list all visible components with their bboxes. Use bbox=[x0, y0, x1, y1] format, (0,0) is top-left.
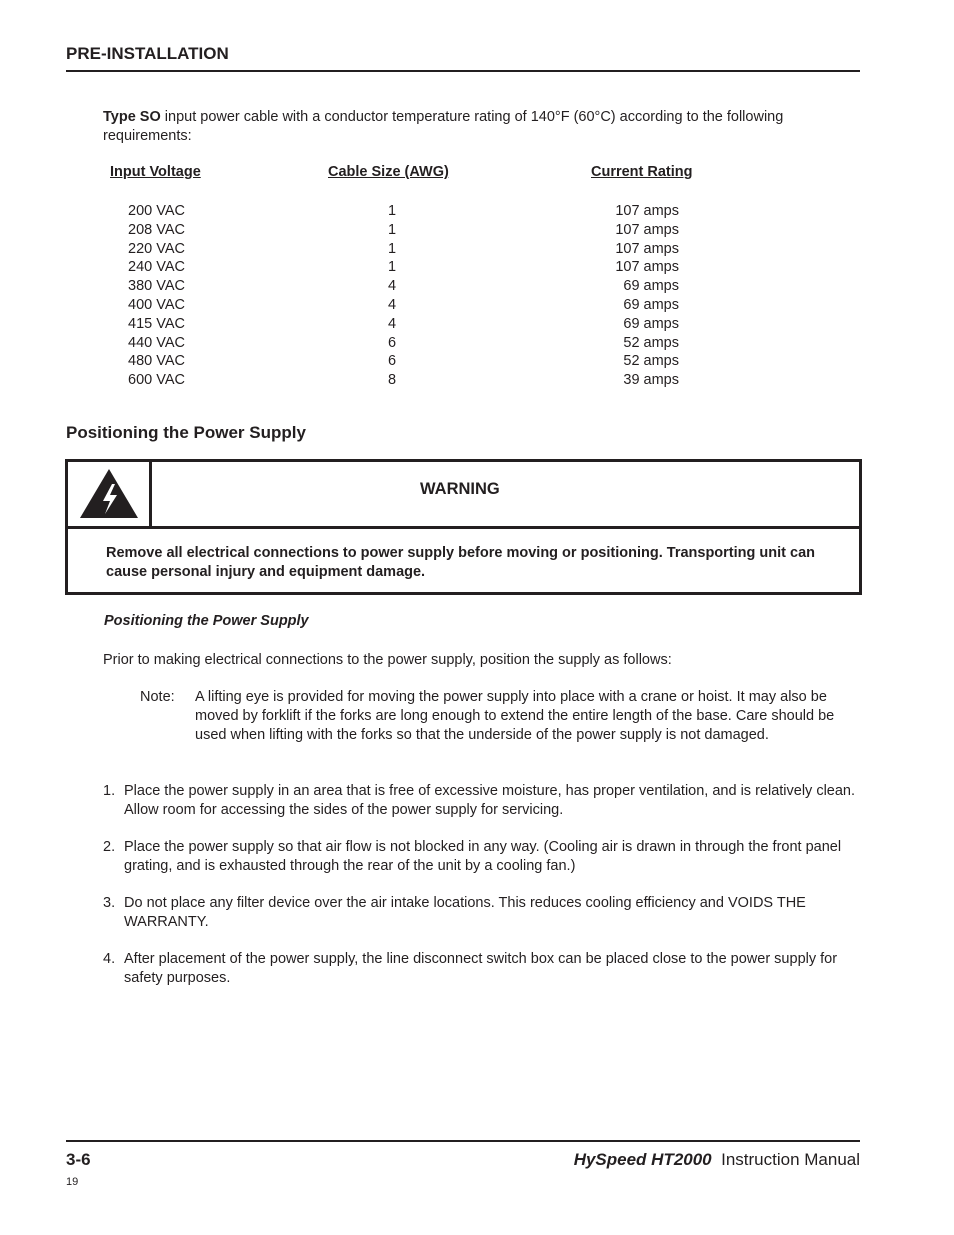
table-cell: 52 amps bbox=[623, 353, 679, 370]
table-cell: 69 amps bbox=[623, 296, 679, 313]
step-number: 1. bbox=[103, 783, 116, 799]
table-cell: 208 VAC bbox=[128, 221, 185, 238]
subsection-title: Positioning the Power Supply bbox=[104, 613, 309, 629]
section-title: Positioning the Power Supply bbox=[66, 423, 306, 442]
step-number: 2. bbox=[103, 839, 116, 855]
intro-instruction: Prior to making electrical connections to the power supply, position the supply as follows: bbox=[103, 652, 672, 668]
table-cell: 6 bbox=[387, 353, 397, 370]
table-cell: 440 VAC bbox=[128, 334, 185, 351]
intro-text: input power cable with a conductor temperature rating of 140°F (60°C) according to the following requirements: bbox=[103, 109, 784, 144]
table-cell: 600 VAC bbox=[128, 372, 185, 389]
table-cell: 480 VAC bbox=[128, 353, 185, 370]
table-cell: 220 VAC bbox=[128, 240, 185, 257]
table-col-cable-size bbox=[380, 202, 404, 390]
page-number: 3-6 bbox=[66, 1150, 91, 1169]
warning-divider bbox=[68, 526, 859, 529]
step-text: Do not place any filter device over the air intake locations. This reduces cooling efficiency and VOIDS THE WARRANTY. bbox=[124, 895, 806, 930]
warning-icon-cell bbox=[68, 462, 152, 526]
table-header-cable-size: Cable Size (AWG) bbox=[328, 164, 449, 180]
page-index: 19 bbox=[66, 1176, 79, 1188]
table-cell: 240 VAC bbox=[128, 259, 185, 276]
warning-title: WARNING bbox=[420, 480, 500, 498]
table-cell: 6 bbox=[387, 334, 397, 351]
table-cell: 107 amps bbox=[615, 240, 679, 257]
note-text: A lifting eye is provided for moving the power supply into place with a crane or hoist. It may also be moved by forklift if the forks are long enough to extend the entire length of the base. Care should be used when lifting with the forks so that the underside of the power supply is not damaged. bbox=[195, 689, 835, 743]
table-cell: 1 bbox=[387, 259, 397, 276]
table-cell: 4 bbox=[387, 315, 397, 332]
intro-lead: Type SO bbox=[103, 109, 161, 125]
warning-text: Remove all electrical connections to power supply before moving or positioning. Transporting unit can cause personal injury and equipment damage. bbox=[106, 545, 815, 580]
step-number: 3. bbox=[103, 895, 116, 911]
step-text: After placement of the power supply, the line disconnect switch box can be placed close to the power supply for safety purposes. bbox=[124, 951, 838, 986]
product-brand: HySpeed HT2000 bbox=[573, 1150, 712, 1169]
table-header-voltage: Input Voltage bbox=[110, 164, 201, 180]
table-cell: 400 VAC bbox=[128, 296, 185, 313]
electrical-hazard-icon bbox=[68, 462, 149, 526]
footer-rule bbox=[66, 1140, 860, 1142]
section-header: PRE-INSTALLATION bbox=[66, 44, 229, 63]
table-col-voltage bbox=[128, 202, 185, 390]
table-cell: 1 bbox=[387, 203, 397, 219]
intro-paragraph bbox=[103, 108, 853, 146]
table-cell: 415 VAC bbox=[128, 315, 185, 332]
step-number: 4. bbox=[103, 951, 116, 967]
step-text: Place the power supply so that air flow is not blocked in any way. (Cooling air is drawn in through the front panel grating, and is exhausted through the rear of the unit by a cooling fan.) bbox=[124, 839, 842, 874]
table-cell: 69 amps bbox=[623, 278, 679, 295]
table-cell: 107 amps bbox=[615, 221, 679, 238]
table-cell: 107 amps bbox=[615, 203, 679, 219]
warning-box bbox=[65, 459, 862, 595]
table-cell: 4 bbox=[387, 296, 397, 313]
manual-label: Instruction Manual bbox=[721, 1150, 860, 1169]
table-cell: 8 bbox=[387, 372, 397, 389]
table-cell: 107 amps bbox=[615, 259, 679, 276]
table-cell: 380 VAC bbox=[128, 278, 185, 295]
table-header-current: Current Rating bbox=[591, 164, 693, 180]
table-cell: 200 VAC bbox=[128, 203, 185, 219]
table-cell: 1 bbox=[387, 240, 397, 257]
header-rule bbox=[66, 70, 860, 72]
table-cell: 52 amps bbox=[623, 334, 679, 351]
note-label: Note: bbox=[140, 689, 175, 705]
table-cell: 39 amps bbox=[623, 372, 679, 389]
table-cell: 4 bbox=[387, 278, 397, 295]
step-text: Place the power supply in an area that is free of excessive moisture, has proper ventilation, and is relatively clean. Allow room for accessing the sides of the power supply for servicing. bbox=[124, 783, 856, 818]
table-cell: 69 amps bbox=[623, 315, 679, 332]
table-col-current bbox=[580, 202, 679, 390]
manual-title bbox=[574, 1150, 860, 1170]
table-cell: 1 bbox=[387, 221, 397, 238]
